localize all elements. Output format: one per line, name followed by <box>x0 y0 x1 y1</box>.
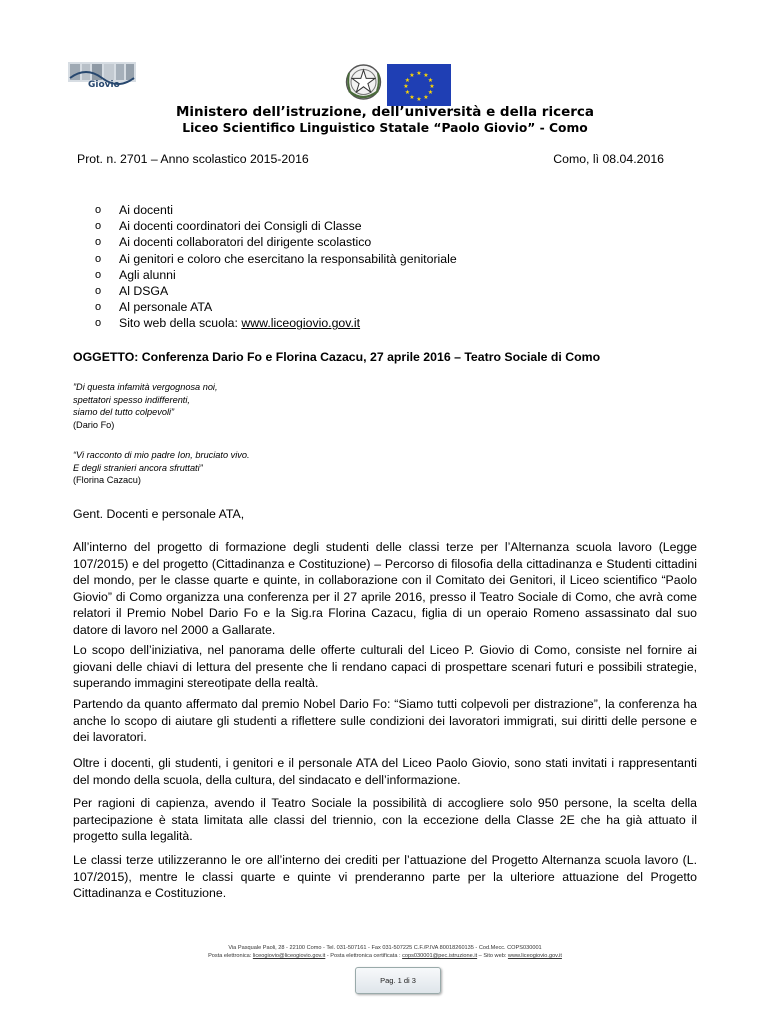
website-link[interactable]: www.liceogiovio.gov.it <box>241 316 361 331</box>
recipient-item-website: o Sito web della scuola: www.liceogiovio.gov.it <box>95 316 361 331</box>
quote-florina-cazacu <box>73 449 250 487</box>
recipient-item: o Al personale ATA <box>95 300 213 315</box>
recipient-item: o Ai docenti coordinatori dei Consigli di Classe <box>95 219 362 234</box>
svg-text:★: ★ <box>409 72 415 79</box>
svg-text:★: ★ <box>404 77 411 84</box>
quote-line: ”Di questa infamità vergognosa noi, <box>73 382 218 392</box>
svg-text:★: ★ <box>416 96 422 103</box>
school-logo-text: Giovio <box>88 80 120 90</box>
body-paragraph: Per ragioni di capienza, avendo il Teatro Sociale la possibilità di accogliere solo 950 persone, la scelta della partecipazione è stata limitata alle classi del triennio, con la eccezione della Classe 2E che ha già attuato il progetto sulla legalità. <box>73 796 697 844</box>
svg-text:★: ★ <box>416 70 422 77</box>
school-logo <box>66 58 138 90</box>
circle-bullet-icon: o <box>95 301 102 314</box>
quote-line: spettatori spesso indifferenti, <box>73 394 190 405</box>
svg-text:★: ★ <box>427 89 434 96</box>
circle-bullet-icon: o <box>95 317 102 330</box>
circle-bullet-icon: o <box>95 236 102 249</box>
pec-email-link[interactable]: cops030001@pec.istruzione.it <box>402 953 478 959</box>
body-paragraph: Le classi terze utilizzeranno le ore all’interno dei crediti per l’attuazione del Progetto Alternanza scuola lavoro (L. 107/2015), mentre le classi quarte e quinte vi prenderanno parte per la ulteriore attuazione del Progetto Cittadinanza e Costituzione. <box>73 853 697 901</box>
body-paragraph: All’interno del progetto di formazione degli studenti delle classi terze per l’Alternanza scuola lavoro (Legge 107/2015) e del progetto (Cittadinanza e Costituzione) – Percorso di filosofia della cittadinanza e Studenti cittadini del mondo, per le classe quarte e quinte, in collaborazione con il Comitato dei Genitori, il Liceo scientifico “Paolo Giovio” di Como organizza una conferenza per il 27 aprile 2016, presso il Teatro Sociale di Como, che avrà come relatori il Premio Nobel Dario Fo e la Sig.ra Florina Cazacu, figlia di un operaio Romeno assassinato dal suo datore di lavoro nel 2000 a Gallarate. <box>73 540 697 637</box>
circle-bullet-icon: o <box>95 252 102 265</box>
footer-address: Via Pasquale Paoli, 28 - 22100 Como - Tel. 031-507161 - Fax 031-507225 C.F./P.IVA 80018260135 - Cod.Mecc. COPS030001 <box>228 945 542 951</box>
recipient-item: o Al DSGA <box>95 284 169 299</box>
body-paragraph: Partendo da quanto affermato dal premio Nobel Dario Fo: “Siamo tutti colpevoli per distrazione”, la conferenza ha anche lo scopo di aiutare gli studenti a riflettere sulle condizioni dei lavoratori immigrati, sui diritti delle persone e dei lavoratori. <box>73 697 697 745</box>
document-date: Como, lì 08.04.2016 <box>553 152 664 166</box>
circle-bullet-icon: o <box>95 204 102 216</box>
recipient-item: o Agli alunni <box>95 267 176 282</box>
recipient-item: o Ai docenti <box>95 203 174 217</box>
svg-text:★: ★ <box>423 94 429 101</box>
quote-author: (Dario Fo) <box>73 419 115 430</box>
circle-bullet-icon: o <box>95 268 102 281</box>
svg-text:★: ★ <box>403 83 409 90</box>
footer-website-link[interactable]: www.liceogiovio.gov.it <box>507 953 562 959</box>
svg-text:★: ★ <box>427 77 434 84</box>
page-footer <box>0 944 770 960</box>
greeting: Gent. Docenti e personale ATA, <box>73 507 245 521</box>
circle-bullet-icon: o <box>95 285 102 298</box>
page-number: Pag. 1 di 3 <box>355 967 441 994</box>
quote-line: “Vi racconto di mio padre Ion, bruciato vivo. <box>73 450 250 460</box>
eu-flag-icon <box>387 64 451 106</box>
body-paragraph: Lo scopo dell’iniziativa, nel panorama delle offerte culturali del Liceo P. Giovio di Como, consiste nel fornire ai giovani delle chiavi di lettura del presente che li rendano capaci di prospettare scenari futuri e possibili strategie, superando immagini stereotipate della realtà. <box>73 643 697 691</box>
footer-contacts: Posta elettronica: liceogiovio@liceogiovio.gov.it - Posta elettronica certificata : cops030001@pec.istruzione.it – Sito web: www.liceogiovio.gov.it <box>208 953 562 959</box>
school-title: Liceo Scientifico Linguistico Statale “Paolo Giovio” - Como <box>182 121 588 135</box>
protocol-number: Prot. n. 2701 – Anno scolastico 2015-2016 <box>77 152 309 166</box>
recipients-list <box>95 202 457 332</box>
body-paragraph: Oltre i docenti, gli studenti, i genitori e il personale ATA del Liceo Paolo Giovio, sono stati invitati i rappresentanti del mondo della scuola, della cultura, del sindacato e dell’informazione. <box>73 756 697 787</box>
italian-republic-emblem <box>343 61 384 104</box>
ministry-title: Ministero dell’istruzione, dell’università e della ricerca <box>175 104 595 120</box>
quote-dario-fo <box>73 381 218 431</box>
quote-line: E degli stranieri ancora sfruttati” <box>73 462 203 473</box>
quote-line: siamo del tutto colpevoli” <box>73 407 175 418</box>
svg-text:★: ★ <box>429 83 435 90</box>
recipient-item: o Ai docenti collaboratori del dirigente scolastico <box>95 235 372 250</box>
svg-text:★: ★ <box>404 89 411 96</box>
circle-bullet-icon: o <box>95 220 102 233</box>
svg-text:★: ★ <box>423 72 429 79</box>
subject-line: OGGETTO: Conferenza Dario Fo e Florina Cazacu, 27 aprile 2016 – Teatro Sociale di Como <box>73 350 601 364</box>
email-link[interactable]: liceogiovio@liceogiovio.gov.it <box>252 953 326 959</box>
recipient-item: o Ai genitori e coloro che esercitano la responsabilità genitoriale <box>95 251 457 266</box>
svg-text:★: ★ <box>409 94 415 101</box>
quote-author: (Florina Cazacu) <box>73 475 141 486</box>
